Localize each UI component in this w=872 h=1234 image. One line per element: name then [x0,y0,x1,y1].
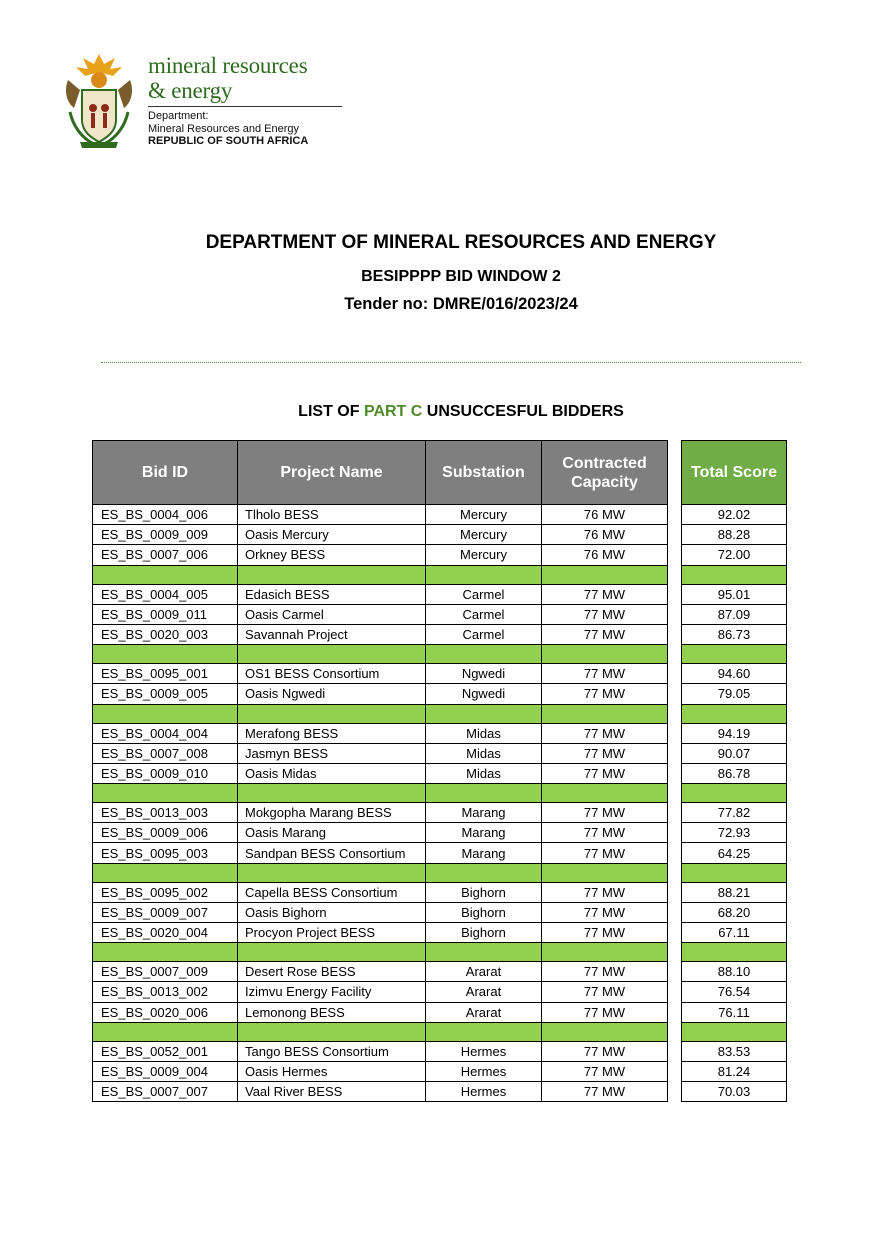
group-separator [682,863,787,882]
separator-cell [93,863,238,882]
separator-cell [682,943,787,962]
project-name-cell: Merafong BESS [238,723,426,743]
list-title [0,403,872,421]
capacity-cell: 77 MW [542,1082,668,1102]
separator-cell [426,863,542,882]
bid-id-cell: ES_BS_0009_007 [93,902,238,922]
separator-cell [238,1022,426,1041]
separator-cell [682,645,787,664]
separator-cell [238,784,426,803]
substation-cell: Ngwedi [426,684,542,704]
separator-cell [542,1022,668,1041]
total-score-cell: 64.25 [682,843,787,863]
bid-id-cell: ES_BS_0009_005 [93,684,238,704]
substation-cell: Midas [426,723,542,743]
table-row [93,584,668,604]
bid-id-cell: ES_BS_0004_006 [93,505,238,525]
bid-id-cell: ES_BS_0004_004 [93,723,238,743]
separator-cell [238,645,426,664]
substation-cell: Carmel [426,624,542,644]
project-name-cell: Oasis Mercury [238,525,426,545]
substation-cell: Ararat [426,1002,542,1022]
group-separator [682,565,787,584]
separator-cell [426,784,542,803]
capacity-cell: 77 MW [542,584,668,604]
substation-cell: Marang [426,803,542,823]
capacity-cell: 77 MW [542,604,668,624]
project-name-cell: Tango BESS Consortium [238,1041,426,1061]
group-separator [93,645,668,664]
project-name-cell: Jasmyn BESS [238,743,426,763]
total-score-cell: 94.19 [682,723,787,743]
substation-cell: Marang [426,823,542,843]
table-row [93,604,668,624]
separator-cell [542,784,668,803]
project-name-cell: Savannah Project [238,624,426,644]
table-row [93,1002,668,1022]
total-score-cell: 72.93 [682,823,787,843]
capacity-cell: 77 MW [542,923,668,943]
score-row [682,1082,787,1102]
group-separator [93,1022,668,1041]
project-name-cell: Oasis Marang [238,823,426,843]
department-name: Mineral Resources and Energy [148,122,300,135]
group-separator [93,565,668,584]
bidders-table [92,440,668,1102]
group-separator [93,704,668,723]
substation-cell: Midas [426,763,542,783]
brand-line-1: mineral resources [148,53,308,78]
page-title: DEPARTMENT OF MINERAL RESOURCES AND ENERGY [205,232,717,253]
capacity-cell: 77 MW [542,902,668,922]
table-row [93,743,668,763]
tender-number: Tender no: DMRE/016/2023/24 [344,295,578,313]
total-score-cell: 86.78 [682,763,787,783]
project-name-cell: Izimvu Energy Facility [238,982,426,1002]
capacity-cell: 77 MW [542,723,668,743]
total-score-cell: 83.53 [682,1041,787,1061]
capacity-cell: 77 MW [542,664,668,684]
substation-cell: Marang [426,843,542,863]
substation-cell: Mercury [426,505,542,525]
separator-cell [238,565,426,584]
capacity-cell: 77 MW [542,962,668,982]
score-row [682,505,787,525]
bid-id-cell: ES_BS_0013_002 [93,982,238,1002]
substation-cell: Bighorn [426,923,542,943]
total-score-cell: 94.60 [682,664,787,684]
separator-cell [542,943,668,962]
table-row [93,684,668,704]
capacity-cell: 76 MW [542,525,668,545]
score-row [682,843,787,863]
list-title-suffix: UNSUCCESFUL BIDDERS [422,403,624,420]
total-score-cell: 88.21 [682,882,787,902]
capacity-cell: 77 MW [542,624,668,644]
substation-cell: Carmel [426,584,542,604]
total-score-cell: 68.20 [682,902,787,922]
capacity-cell: 77 MW [542,1061,668,1081]
table-row [93,982,668,1002]
separator-cell [682,784,787,803]
bid-id-cell: ES_BS_0007_008 [93,743,238,763]
separator-cell [542,863,668,882]
dotted-divider [101,362,801,363]
score-row [682,803,787,823]
total-score-cell: 90.07 [682,743,787,763]
brand-divider [148,106,342,107]
table-row [93,723,668,743]
project-name-cell: Sandpan BESS Consortium [238,843,426,863]
header-total-score: Total Score [682,441,787,505]
header-bid-id: Bid ID [93,441,238,505]
table-row [93,962,668,982]
score-row [682,545,787,565]
country-name: REPUBLIC OF SOUTH AFRICA [148,135,309,147]
separator-cell [542,645,668,664]
separator-cell [426,704,542,723]
bid-id-cell: ES_BS_0020_003 [93,624,238,644]
score-row [682,923,787,943]
separator-cell [542,704,668,723]
total-score-cell: 81.24 [682,1061,787,1081]
total-score-cell: 88.28 [682,525,787,545]
separator-cell [682,704,787,723]
table-row [93,1041,668,1061]
list-title-highlight: PART C [363,403,423,420]
group-separator [682,645,787,664]
score-row [682,684,787,704]
bid-id-cell: ES_BS_0095_001 [93,664,238,684]
list-title-prefix: LIST OF [298,403,364,420]
substation-cell: Mercury [426,545,542,565]
substation-cell: Hermes [426,1041,542,1061]
bid-id-cell: ES_BS_0009_006 [93,823,238,843]
table-row [93,624,668,644]
project-name-cell: Orkney BESS [238,545,426,565]
header-contracted-capacity: Contracted Capacity [542,441,668,505]
substation-cell: Hermes [426,1061,542,1081]
bid-id-cell: ES_BS_0009_010 [93,763,238,783]
score-row [682,823,787,843]
coat-of-arms-icon [60,50,138,150]
total-score-cell: 92.02 [682,505,787,525]
group-separator [682,704,787,723]
total-score-cell: 72.00 [682,545,787,565]
bid-id-cell: ES_BS_0052_001 [93,1041,238,1061]
capacity-cell: 77 MW [542,823,668,843]
bid-id-cell: ES_BS_0095_003 [93,843,238,863]
score-body [682,505,787,1102]
separator-cell [238,943,426,962]
project-name-cell: Vaal River BESS [238,1082,426,1102]
score-row [682,723,787,743]
score-row [682,584,787,604]
capacity-cell: 77 MW [542,1002,668,1022]
group-separator [682,943,787,962]
separator-cell [93,645,238,664]
capacity-cell: 77 MW [542,803,668,823]
separator-cell [93,784,238,803]
substation-cell: Midas [426,743,542,763]
bid-id-cell: ES_BS_0009_009 [93,525,238,545]
project-name-cell: Edasich BESS [238,584,426,604]
table-row [93,664,668,684]
total-score-cell: 70.03 [682,1082,787,1102]
bid-id-cell: ES_BS_0095_002 [93,882,238,902]
total-score-cell: 79.05 [682,684,787,704]
capacity-cell: 77 MW [542,743,668,763]
group-separator [93,943,668,962]
bid-id-cell: ES_BS_0020_004 [93,923,238,943]
group-separator [682,784,787,803]
substation-cell: Bighorn [426,882,542,902]
separator-cell [93,943,238,962]
separator-cell [426,943,542,962]
total-score-cell: 88.10 [682,962,787,982]
table-row [93,1061,668,1081]
table-row [93,882,668,902]
project-name-cell: Oasis Hermes [238,1061,426,1081]
project-name-cell: Oasis Midas [238,763,426,783]
page-subtitle: BESIPPPP BID WINDOW 2 [361,268,561,285]
project-name-cell: Capella BESS Consortium [238,882,426,902]
bid-id-cell: ES_BS_0020_006 [93,1002,238,1022]
substation-cell: Carmel [426,604,542,624]
department-logo [60,50,350,150]
score-row [682,624,787,644]
separator-cell [238,704,426,723]
score-row [682,604,787,624]
score-row [682,763,787,783]
table-row [93,843,668,863]
score-row [682,525,787,545]
project-name-cell: Desert Rose BESS [238,962,426,982]
capacity-cell: 77 MW [542,843,668,863]
separator-cell [682,565,787,584]
project-name-cell: Oasis Ngwedi [238,684,426,704]
score-table [681,440,787,1102]
substation-cell: Hermes [426,1082,542,1102]
total-score-cell: 77.82 [682,803,787,823]
bid-id-cell: ES_BS_0009_004 [93,1061,238,1081]
total-score-cell: 76.11 [682,1002,787,1022]
bid-id-cell: ES_BS_0007_009 [93,962,238,982]
table-row [93,923,668,943]
capacity-cell: 76 MW [542,545,668,565]
capacity-cell: 76 MW [542,505,668,525]
separator-cell [426,1022,542,1041]
table-row [93,525,668,545]
score-row [682,982,787,1002]
separator-cell [426,565,542,584]
score-row [682,962,787,982]
table-header-row [93,441,668,505]
score-row [682,743,787,763]
capacity-cell: 77 MW [542,763,668,783]
substation-cell: Ararat [426,962,542,982]
table-row [93,545,668,565]
bid-id-cell: ES_BS_0009_011 [93,604,238,624]
project-name-cell: Lemonong BESS [238,1002,426,1022]
bid-id-cell: ES_BS_0013_003 [93,803,238,823]
table-row [93,763,668,783]
project-name-cell: Mokgopha Marang BESS [238,803,426,823]
substation-cell: Mercury [426,525,542,545]
project-name-cell: OS1 BESS Consortium [238,664,426,684]
bid-id-cell: ES_BS_0007_006 [93,545,238,565]
capacity-cell: 77 MW [542,1041,668,1061]
separator-cell [238,863,426,882]
total-score-cell: 95.01 [682,584,787,604]
score-row [682,902,787,922]
substation-cell: Ngwedi [426,664,542,684]
brand-line-2: & energy [148,78,233,103]
project-name-cell: Oasis Carmel [238,604,426,624]
separator-cell [682,1022,787,1041]
department-label: Department: [148,110,209,122]
separator-cell [542,565,668,584]
total-score-cell: 76.54 [682,982,787,1002]
total-score-cell: 67.11 [682,923,787,943]
separator-cell [426,645,542,664]
header-substation: Substation [426,441,542,505]
score-header-row [682,441,787,505]
table-row [93,902,668,922]
score-row [682,882,787,902]
score-row [682,664,787,684]
separator-cell [93,565,238,584]
group-separator [682,1022,787,1041]
table-row [93,803,668,823]
project-name-cell: Procyon Project BESS [238,923,426,943]
group-separator [93,863,668,882]
project-name-cell: Tlholo BESS [238,505,426,525]
table-body [93,505,668,1102]
bid-id-cell: ES_BS_0004_005 [93,584,238,604]
separator-cell [682,863,787,882]
project-name-cell: Oasis Bighorn [238,902,426,922]
substation-cell: Bighorn [426,902,542,922]
score-row [682,1002,787,1022]
capacity-cell: 77 MW [542,684,668,704]
score-row [682,1061,787,1081]
header-project-name: Project Name [238,441,426,505]
table-row [93,1082,668,1102]
group-separator [93,784,668,803]
table-row [93,823,668,843]
total-score-cell: 87.09 [682,604,787,624]
capacity-cell: 77 MW [542,882,668,902]
substation-cell: Ararat [426,982,542,1002]
bid-id-cell: ES_BS_0007_007 [93,1082,238,1102]
capacity-cell: 77 MW [542,982,668,1002]
score-row [682,1041,787,1061]
table-row [93,505,668,525]
total-score-cell: 86.73 [682,624,787,644]
separator-cell [93,1022,238,1041]
separator-cell [93,704,238,723]
